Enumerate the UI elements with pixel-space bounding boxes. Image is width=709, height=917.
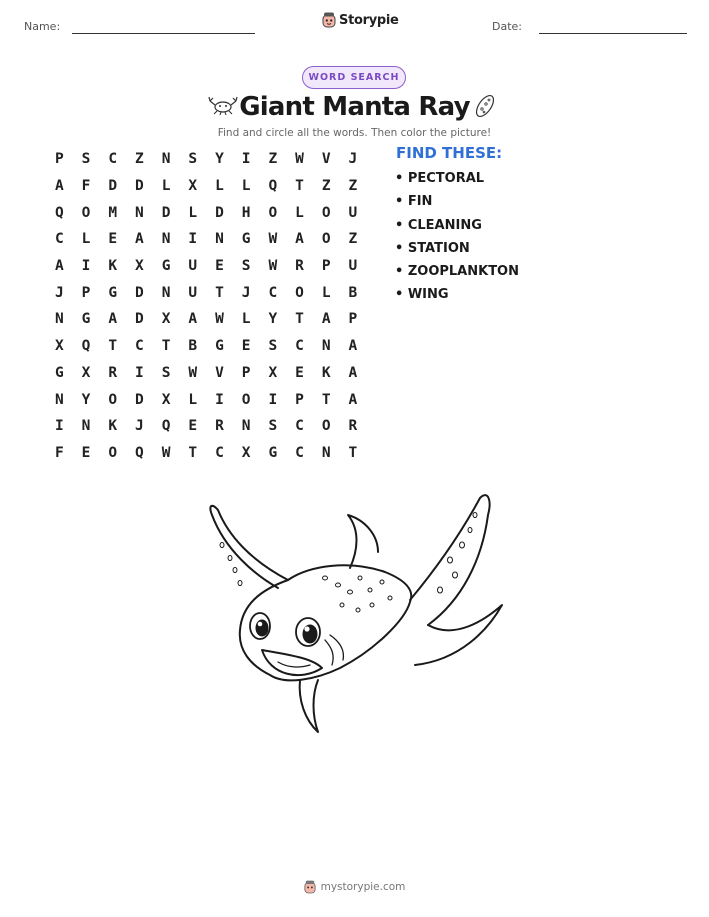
grid-letter[interactable]: N bbox=[135, 204, 144, 221]
grid-letter[interactable]: X bbox=[161, 311, 171, 328]
grid-letter[interactable]: D bbox=[135, 391, 144, 408]
manta-ray-illustration bbox=[200, 490, 510, 740]
grid-letter[interactable]: Z bbox=[348, 178, 358, 195]
grid-letter[interactable]: P bbox=[54, 151, 64, 168]
grid-letter[interactable]: H bbox=[241, 204, 251, 221]
grid-letter[interactable]: G bbox=[54, 364, 64, 381]
grid-letter[interactable]: K bbox=[108, 418, 118, 435]
grid-letter[interactable]: Z bbox=[348, 231, 358, 248]
grid-letter[interactable]: E bbox=[241, 338, 251, 355]
grid-letter[interactable]: K bbox=[108, 258, 118, 275]
grid-letter[interactable]: U bbox=[348, 258, 358, 275]
grid-letter[interactable]: B bbox=[188, 338, 198, 355]
grid-letter[interactable]: Q bbox=[135, 444, 144, 461]
grid-letter[interactable]: W bbox=[295, 151, 304, 168]
grid-letter[interactable]: C bbox=[135, 338, 144, 355]
grid-letter[interactable]: A bbox=[188, 311, 198, 328]
grid-letter[interactable]: N bbox=[161, 151, 171, 168]
footer-url: mystorypie.com bbox=[320, 881, 406, 893]
grid-letter[interactable]: E bbox=[188, 418, 198, 435]
grid-letter[interactable]: T bbox=[215, 284, 224, 301]
grid-letter[interactable]: P bbox=[81, 284, 91, 301]
grid-row bbox=[46, 306, 366, 333]
grid-letter[interactable]: L bbox=[241, 311, 251, 328]
word-list bbox=[395, 171, 519, 311]
grid-letter[interactable]: N bbox=[54, 311, 64, 328]
grid-letter[interactable]: G bbox=[108, 284, 118, 301]
grid-letter[interactable]: P bbox=[321, 258, 331, 275]
grid-letter[interactable]: B bbox=[348, 284, 358, 301]
grid-letter[interactable]: G bbox=[81, 311, 91, 328]
storypie-mascot-icon bbox=[304, 880, 316, 894]
brand-name: Storypie bbox=[339, 12, 399, 28]
grid-letter[interactable]: P bbox=[241, 364, 251, 381]
date-line bbox=[539, 33, 687, 34]
grid-letter[interactable]: E bbox=[108, 231, 118, 248]
grid-row bbox=[46, 279, 366, 306]
grid-letter[interactable]: C bbox=[215, 444, 224, 461]
grid-letter[interactable]: A bbox=[295, 231, 304, 248]
grid-letter[interactable]: O bbox=[241, 391, 251, 408]
grid-letter[interactable]: Z bbox=[268, 151, 278, 168]
find-these-heading: FIND THESE: bbox=[396, 144, 503, 162]
grid-row bbox=[46, 226, 366, 253]
grid-letter[interactable]: Y bbox=[268, 311, 278, 328]
grid-letter[interactable]: W bbox=[161, 444, 171, 461]
grid-letter[interactable]: N bbox=[161, 231, 171, 248]
grid-letter[interactable]: I bbox=[215, 391, 224, 408]
name-label: Name: bbox=[24, 20, 61, 33]
grid-letter[interactable]: I bbox=[241, 151, 251, 168]
grid-letter[interactable]: X bbox=[268, 364, 278, 381]
grid-row bbox=[46, 386, 366, 413]
grid-letter[interactable]: I bbox=[188, 231, 198, 248]
grid-letter[interactable]: U bbox=[348, 204, 358, 221]
grid-letter[interactable]: T bbox=[188, 444, 198, 461]
grid-letter[interactable]: Y bbox=[81, 391, 91, 408]
grid-letter[interactable]: S bbox=[81, 151, 91, 168]
grid-letter[interactable]: L bbox=[321, 284, 331, 301]
word-search-grid bbox=[46, 146, 366, 466]
grid-letter[interactable]: K bbox=[321, 364, 331, 381]
grid-letter[interactable]: G bbox=[241, 231, 251, 248]
grid-letter[interactable]: W bbox=[268, 258, 278, 275]
word-list-item: • ZOOPLANKTON bbox=[395, 264, 519, 280]
grid-letter[interactable]: I bbox=[135, 364, 144, 381]
grid-letter[interactable]: O bbox=[108, 444, 118, 461]
grid-letter[interactable]: Q bbox=[54, 204, 64, 221]
grid-letter[interactable]: F bbox=[54, 444, 64, 461]
grid-letter[interactable]: Y bbox=[215, 151, 224, 168]
grid-letter[interactable]: O bbox=[268, 204, 278, 221]
name-line bbox=[72, 33, 255, 34]
grid-letter[interactable]: T bbox=[321, 391, 331, 408]
grid-letter[interactable]: X bbox=[54, 338, 64, 355]
grid-row bbox=[46, 199, 366, 226]
grid-letter[interactable]: E bbox=[215, 258, 224, 275]
grid-letter[interactable]: C bbox=[295, 444, 304, 461]
grid-letter[interactable]: C bbox=[54, 231, 64, 248]
word-list-item: • PECTORAL bbox=[395, 171, 485, 186]
grid-row bbox=[46, 146, 366, 173]
grid-letter[interactable]: T bbox=[108, 338, 118, 355]
word-search-badge: WORD SEARCH bbox=[302, 66, 406, 89]
grid-letter[interactable]: A bbox=[321, 311, 331, 328]
grid-letter[interactable]: D bbox=[135, 311, 144, 328]
grid-letter[interactable]: I bbox=[81, 258, 91, 275]
grid-letter[interactable]: M bbox=[108, 204, 118, 221]
grid-letter[interactable]: J bbox=[241, 284, 251, 301]
grid-letter[interactable]: L bbox=[295, 204, 304, 221]
grid-letter[interactable]: O bbox=[108, 391, 118, 408]
grid-letter[interactable]: S bbox=[161, 364, 171, 381]
word-list-item: • STATION bbox=[395, 240, 470, 256]
grid-row bbox=[46, 173, 366, 200]
grid-letter[interactable]: Z bbox=[135, 151, 144, 168]
grid-letter[interactable]: T bbox=[295, 311, 304, 328]
brand-logo bbox=[322, 12, 399, 28]
word-list-item: • FIN bbox=[395, 194, 433, 210]
instructions: Find and circle all the words. Then color the picture! bbox=[217, 127, 492, 139]
grid-letter[interactable]: D bbox=[215, 204, 224, 221]
grid-letter[interactable]: R bbox=[108, 364, 118, 381]
seashell-doodle-icon bbox=[470, 91, 500, 121]
grid-letter[interactable]: I bbox=[268, 391, 278, 408]
grid-letter[interactable]: L bbox=[188, 204, 198, 221]
grid-letter[interactable]: X bbox=[188, 178, 198, 195]
grid-row bbox=[46, 413, 366, 440]
grid-row bbox=[46, 253, 366, 280]
grid-row bbox=[46, 360, 366, 387]
grid-letter[interactable]: A bbox=[348, 391, 358, 408]
grid-letter[interactable]: N bbox=[161, 284, 171, 301]
grid-letter[interactable]: N bbox=[321, 338, 331, 355]
grid-letter[interactable]: G bbox=[268, 444, 278, 461]
grid-letter[interactable]: Q bbox=[268, 178, 278, 195]
word-list-item: • WING bbox=[395, 287, 449, 303]
grid-letter[interactable]: A bbox=[54, 258, 64, 275]
date-label: Date: bbox=[492, 20, 522, 33]
grid-letter[interactable]: C bbox=[108, 151, 118, 168]
grid-letter[interactable]: S bbox=[188, 151, 198, 168]
grid-letter[interactable]: E bbox=[295, 364, 304, 381]
grid-letter[interactable]: L bbox=[241, 178, 251, 195]
grid-letter[interactable]: L bbox=[81, 231, 91, 248]
grid-letter[interactable]: L bbox=[188, 391, 198, 408]
grid-row bbox=[46, 333, 366, 360]
grid-letter[interactable]: R bbox=[348, 418, 358, 435]
grid-letter[interactable]: A bbox=[108, 311, 118, 328]
grid-letter[interactable]: I bbox=[54, 418, 64, 435]
grid-letter[interactable]: V bbox=[321, 151, 331, 168]
grid-letter[interactable]: X bbox=[81, 364, 91, 381]
grid-letter[interactable]: W bbox=[188, 364, 198, 381]
grid-letter[interactable]: U bbox=[188, 284, 198, 301]
grid-letter[interactable]: E bbox=[81, 444, 91, 461]
grid-letter[interactable]: N bbox=[54, 391, 64, 408]
page-title: Giant Manta Ray bbox=[239, 92, 470, 122]
grid-letter[interactable]: D bbox=[161, 204, 171, 221]
grid-letter[interactable]: A bbox=[348, 338, 358, 355]
grid-letter[interactable]: Z bbox=[321, 178, 331, 195]
grid-letter[interactable]: F bbox=[81, 178, 91, 195]
grid-letter[interactable]: S bbox=[268, 418, 278, 435]
grid-letter[interactable]: T bbox=[348, 444, 358, 461]
grid-letter[interactable]: O bbox=[321, 231, 331, 248]
grid-letter[interactable]: N bbox=[321, 444, 331, 461]
grid-letter[interactable]: D bbox=[108, 178, 118, 195]
grid-letter[interactable]: L bbox=[215, 178, 224, 195]
grid-letter[interactable]: O bbox=[295, 284, 304, 301]
grid-letter[interactable]: P bbox=[348, 311, 358, 328]
grid-letter[interactable]: X bbox=[161, 391, 171, 408]
grid-letter[interactable]: C bbox=[295, 418, 304, 435]
grid-letter[interactable]: U bbox=[188, 258, 198, 275]
grid-letter[interactable]: A bbox=[135, 231, 144, 248]
grid-letter[interactable]: J bbox=[54, 284, 64, 301]
grid-letter[interactable]: Q bbox=[81, 338, 91, 355]
grid-letter[interactable]: Q bbox=[161, 418, 171, 435]
grid-letter[interactable]: R bbox=[215, 418, 224, 435]
grid-letter[interactable]: N bbox=[215, 231, 224, 248]
footer bbox=[0, 880, 709, 894]
grid-letter[interactable]: W bbox=[268, 231, 278, 248]
grid-letter[interactable]: D bbox=[135, 178, 144, 195]
grid-letter[interactable]: D bbox=[135, 284, 144, 301]
grid-letter[interactable]: R bbox=[295, 258, 304, 275]
grid-letter[interactable]: G bbox=[215, 338, 224, 355]
grid-letter[interactable]: J bbox=[348, 151, 358, 168]
grid-letter[interactable]: G bbox=[161, 258, 171, 275]
word-list-item: • CLEANING bbox=[395, 217, 482, 233]
grid-letter[interactable]: J bbox=[135, 418, 144, 435]
grid-letter[interactable]: W bbox=[215, 311, 224, 328]
grid-letter[interactable]: C bbox=[268, 284, 278, 301]
grid-letter[interactable]: T bbox=[295, 178, 304, 195]
grid-letter[interactable]: O bbox=[321, 204, 331, 221]
grid-letter[interactable]: N bbox=[81, 418, 91, 435]
grid-letter[interactable]: L bbox=[161, 178, 171, 195]
grid-letter[interactable]: A bbox=[348, 364, 358, 381]
grid-letter[interactable]: O bbox=[81, 204, 91, 221]
grid-letter[interactable]: A bbox=[54, 178, 64, 195]
storypie-mascot-icon bbox=[322, 12, 336, 28]
grid-letter[interactable]: S bbox=[241, 258, 251, 275]
grid-letter[interactable]: C bbox=[295, 338, 304, 355]
grid-letter[interactable]: S bbox=[268, 338, 278, 355]
grid-row bbox=[46, 440, 366, 467]
grid-letter[interactable]: X bbox=[135, 258, 144, 275]
grid-letter[interactable]: N bbox=[241, 418, 251, 435]
grid-letter[interactable]: V bbox=[215, 364, 224, 381]
grid-letter[interactable]: O bbox=[321, 418, 331, 435]
grid-letter[interactable]: T bbox=[161, 338, 171, 355]
grid-letter[interactable]: P bbox=[295, 391, 304, 408]
grid-letter[interactable]: X bbox=[241, 444, 251, 461]
